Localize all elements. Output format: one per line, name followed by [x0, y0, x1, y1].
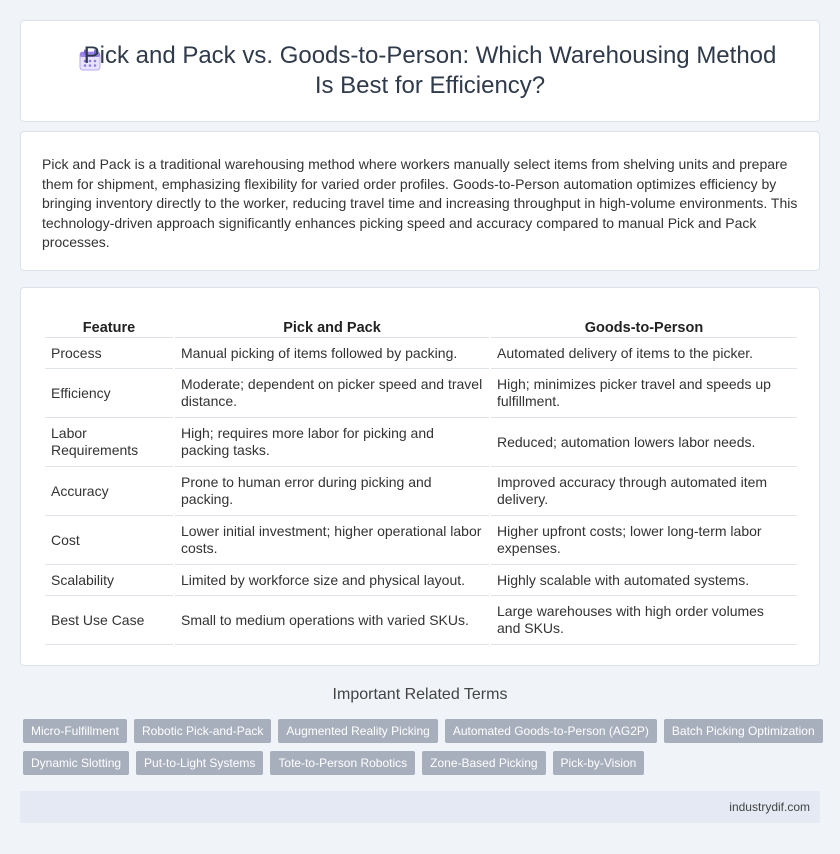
table-row — [45, 418, 797, 467]
pick-and-pack-cell: High; requires more labor for picking and packing tasks. — [175, 418, 489, 467]
comparison-card — [20, 287, 820, 666]
goods-to-person-cell: Highly scalable with automated systems. — [491, 565, 797, 596]
intro-paragraph: Pick and Pack is a traditional warehousing method where workers manually select items from shelving units and prepare them for shipment, emphasizing flexibility for varied order profiles. Goods-to-Person automation optimizes efficiency by bringing inventory directly to the worker, reducing travel time and increasing throughput in high-volume environments. This technology-driven approach significantly enhances picking speed and accuracy compared to manual Pick and Pack processes. — [42, 156, 798, 251]
table-row — [45, 369, 797, 418]
pick-and-pack-cell: Prone to human error during picking and packing. — [175, 467, 489, 516]
table-row — [45, 467, 797, 516]
comparison-table — [43, 314, 799, 645]
related-terms-list — [23, 719, 823, 783]
goods-to-person-cell: Large warehouses with high order volumes and SKUs. — [491, 596, 797, 645]
feature-cell: Labor Requirements — [45, 418, 173, 467]
header-pick-and-pack: Pick and Pack — [175, 314, 489, 338]
feature-cell: Accuracy — [45, 467, 173, 516]
table-header-row — [45, 314, 797, 338]
tag-dynamic-slotting[interactable]: Dynamic Slotting — [23, 751, 129, 775]
footer — [20, 791, 820, 823]
table-row — [45, 516, 797, 565]
goods-to-person-cell: Reduced; automation lowers labor needs. — [491, 418, 797, 467]
tag-put-to-light-systems[interactable]: Put-to-Light Systems — [136, 751, 263, 775]
footer-site-link[interactable]: industrydif.com — [729, 800, 810, 814]
tag-row — [23, 719, 823, 743]
feature-cell: Scalability — [45, 565, 173, 596]
pick-and-pack-cell: Moderate; dependent on picker speed and travel distance. — [175, 369, 489, 418]
tag-tote-to-person-robotics[interactable]: Tote-to-Person Robotics — [270, 751, 415, 775]
tag-augmented-reality-picking[interactable]: Augmented Reality Picking — [278, 719, 437, 743]
tag-zone-based-picking[interactable]: Zone-Based Picking — [422, 751, 545, 775]
goods-to-person-cell: Higher upfront costs; lower long-term labor expenses. — [491, 516, 797, 565]
tag-row — [23, 751, 823, 775]
pick-and-pack-cell: Lower initial investment; higher operational labor costs. — [175, 516, 489, 565]
pick-and-pack-cell: Manual picking of items followed by packing. — [175, 338, 489, 369]
tag-automated-goods-to-person[interactable]: Automated Goods-to-Person (AG2P) — [445, 719, 657, 743]
related-terms-heading: Important Related Terms — [332, 686, 508, 703]
page-title: Pick and Pack vs. Goods-to-Person: Which Warehousing Method Is Best for Efficiency? — [83, 42, 777, 99]
title-card — [20, 20, 820, 122]
intro-card — [20, 131, 820, 271]
feature-cell: Process — [45, 338, 173, 369]
tag-batch-picking-optimization[interactable]: Batch Picking Optimization — [664, 719, 823, 743]
table-row — [45, 596, 797, 645]
header-feature: Feature — [45, 314, 173, 338]
table-row — [45, 565, 797, 596]
feature-cell: Best Use Case — [45, 596, 173, 645]
pick-and-pack-cell: Limited by workforce size and physical layout. — [175, 565, 489, 596]
goods-to-person-cell: Improved accuracy through automated item delivery. — [491, 467, 797, 516]
feature-cell: Efficiency — [45, 369, 173, 418]
goods-to-person-cell: High; minimizes picker travel and speeds up fulfillment. — [491, 369, 797, 418]
header-goods-to-person: Goods-to-Person — [491, 314, 797, 338]
table-row — [45, 338, 797, 369]
goods-to-person-cell: Automated delivery of items to the picker. — [491, 338, 797, 369]
tag-micro-fulfillment[interactable]: Micro-Fulfillment — [23, 719, 127, 743]
feature-cell: Cost — [45, 516, 173, 565]
tag-pick-by-vision[interactable]: Pick-by-Vision — [553, 751, 645, 775]
pick-and-pack-cell: Small to medium operations with varied SKUs. — [175, 596, 489, 645]
tag-robotic-pick-and-pack[interactable]: Robotic Pick-and-Pack — [134, 719, 271, 743]
